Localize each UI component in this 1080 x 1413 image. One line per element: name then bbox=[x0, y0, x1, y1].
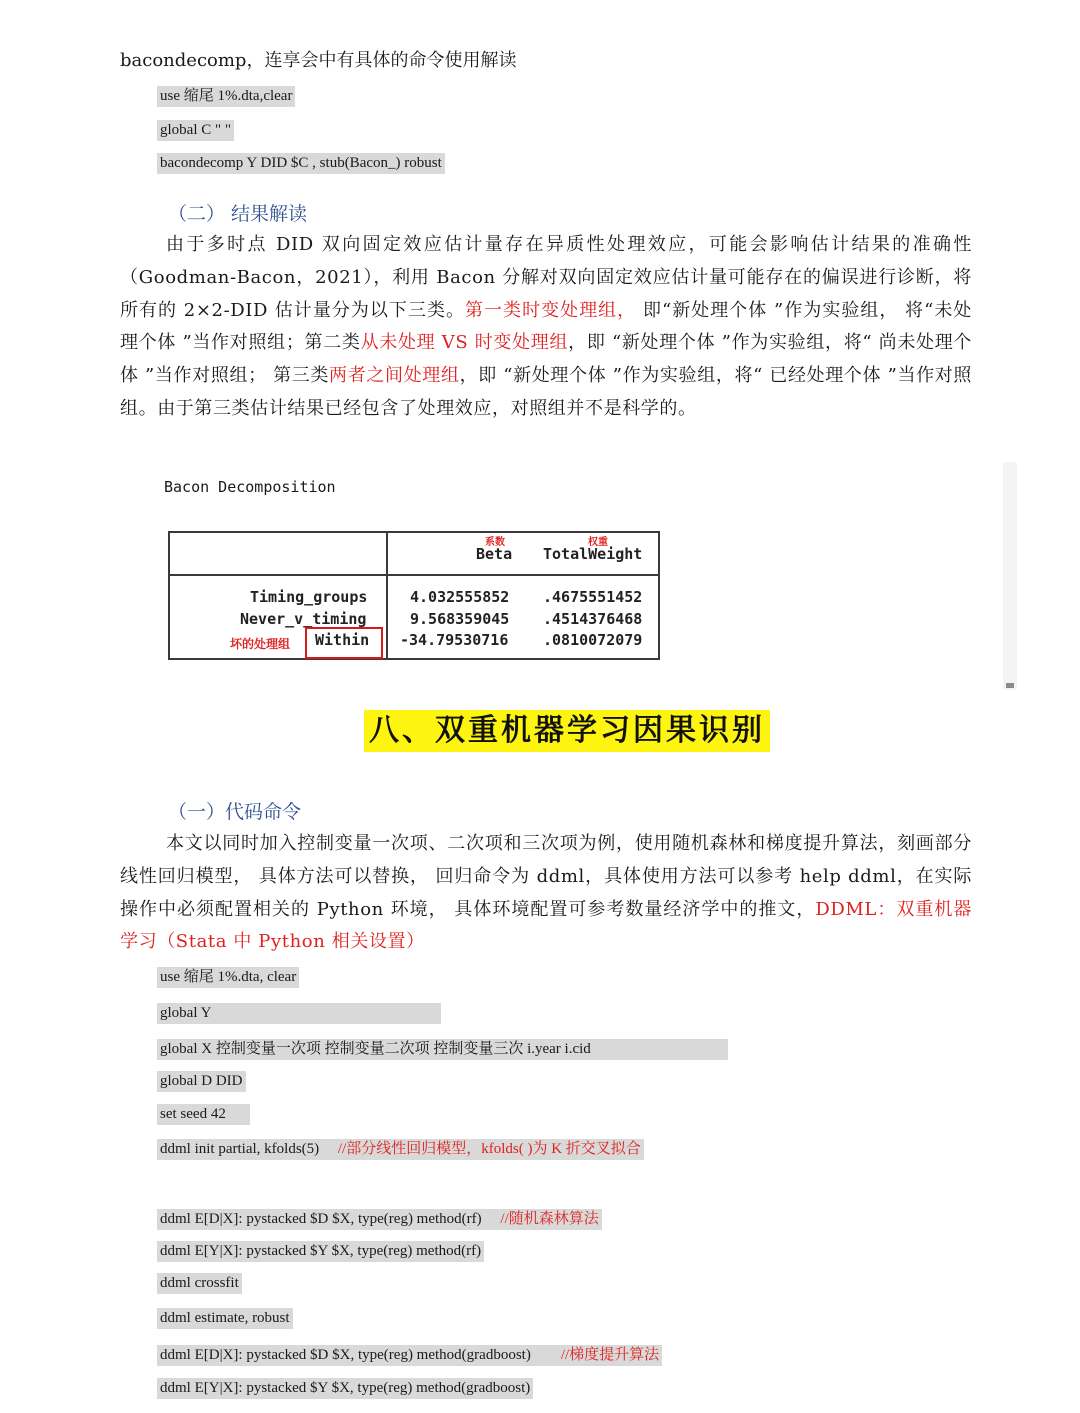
code-line bbox=[157, 1273, 242, 1294]
row-weight: .0810072079 bbox=[543, 631, 643, 649]
code-text: global X 控制变量一次项 控制变量二次项 控制变量三次 i.year i.cid bbox=[160, 1041, 591, 1057]
code-line bbox=[157, 967, 299, 988]
para-text: 即“新处理个体 ”作为实验组， 将“未处理个体 ”当作对照组；第二类 bbox=[120, 299, 973, 354]
row-label: Within bbox=[315, 631, 370, 649]
code-line bbox=[157, 1308, 293, 1329]
code-line bbox=[157, 1139, 644, 1160]
col-header-beta: Beta bbox=[476, 545, 513, 563]
code-comment: //梯度提升算法 bbox=[560, 1347, 660, 1363]
para-text: 本文以同时加入控制变量一次项、二次项和三次项为例，使用随机森林和梯度提升算法，刻画部分线性回归模型， 具体方法可以替换， 回归命令为 ddml，具体使用方法可以参考 help ddml，在实际操作中必须配置相关的 Python 环境， 具体环境配置可参考数量经济学中的推文， bbox=[120, 833, 972, 920]
code-line bbox=[157, 1378, 533, 1399]
beta-note: 系数 bbox=[485, 537, 505, 548]
code-line: use 缩尾 1%.dta,clear bbox=[157, 86, 295, 107]
row-weight: .4514376468 bbox=[543, 610, 643, 628]
table-divider bbox=[386, 533, 388, 658]
col-header-weight: TotalWeight bbox=[543, 545, 643, 563]
section-heading: （一）代码命令 bbox=[168, 801, 302, 823]
code-line bbox=[157, 1003, 441, 1024]
row-beta: -34.79530716 bbox=[400, 631, 509, 649]
scrollbar-thumb[interactable] bbox=[1006, 683, 1014, 688]
highlight-text: 从未处理 VS 时变处理组 bbox=[360, 332, 569, 354]
code-text: ddml E[Y|X]: pystacked $Y $X, type(reg) method(rf) bbox=[160, 1243, 482, 1259]
para-text: 由于多时点 DID 双向固定效应估计量存在异质性处理效应，可能会影响估计结果的准确性（Goodman-Bacon，2021），利用 Bacon 分解对双向固定效应估计量可能存在的偏误进行诊断，将所有的 2×2-DID 估计量分为以下三类。 bbox=[120, 234, 972, 321]
results-paragraph bbox=[120, 229, 972, 426]
code-line bbox=[157, 1071, 246, 1092]
bacon-title: Bacon Decomposition bbox=[164, 478, 336, 496]
row-label: Never_v_timing bbox=[240, 610, 367, 628]
bacon-table bbox=[168, 531, 660, 660]
code-text: ddml E[D|X]: pystacked $D $X, type(reg) method(rf) bbox=[160, 1211, 482, 1227]
code-text: ddml init partial, kfolds(5) bbox=[160, 1141, 320, 1157]
code-line bbox=[157, 1209, 602, 1230]
intro-line: bacondecomp，连享会中有具体的命令使用解读 bbox=[120, 50, 517, 71]
section-8-title: 八、双重机器学习因果识别 bbox=[364, 710, 770, 752]
bad-group-note: 坏的处理组 bbox=[230, 637, 291, 651]
code-text: global D DID bbox=[160, 1073, 243, 1089]
para-text: ，即 “新处理个体 ”作为实验组，将“ 已经处理个体 ”当作对照组。由于第三类估计结果已经包含了处理效应，对照组并不是科学的。 bbox=[120, 365, 972, 419]
code-line bbox=[157, 1039, 728, 1060]
code-line bbox=[157, 1241, 484, 1262]
table-divider bbox=[170, 574, 658, 576]
code-text: ddml E[D|X]: pystacked $D $X, type(reg) method(gradboost) bbox=[160, 1347, 531, 1363]
code-line: bacondecomp Y DID $C , stub(Bacon_) robust bbox=[157, 153, 445, 174]
para-text: ，即 “新处理个体 ”作为实验组，将“ 尚未处理个体 ”当作对照组； 第三类 bbox=[120, 332, 972, 387]
code-text: set seed 42 bbox=[160, 1106, 226, 1122]
code-text: ddml crossfit bbox=[160, 1275, 239, 1291]
highlight-text: 两者之间处理组 bbox=[329, 365, 460, 387]
code-text: global Y bbox=[160, 1005, 212, 1021]
code-line bbox=[157, 1104, 250, 1125]
code-comment: //部分线性回归模型，kfolds( )为 K 折交叉拟合 bbox=[337, 1141, 641, 1157]
scrollbar[interactable] bbox=[1003, 462, 1017, 690]
code-comment: //随机森林算法 bbox=[500, 1211, 599, 1227]
code-line bbox=[157, 1345, 662, 1366]
row-beta: 4.032555852 bbox=[410, 588, 510, 606]
code-line: global C " " bbox=[157, 120, 234, 141]
highlight-link-text: DDML：双重机器学习（Stata 中 Python 相关设置） bbox=[120, 898, 972, 953]
row-beta: 9.568359045 bbox=[410, 610, 510, 628]
code-text: use 缩尾 1%.dta, clear bbox=[160, 969, 297, 985]
highlight-text: 第一类时变处理组， bbox=[465, 299, 637, 321]
code-text: ddml estimate, robust bbox=[160, 1310, 290, 1326]
row-label: Timing_groups bbox=[250, 588, 368, 606]
ddml-paragraph bbox=[120, 828, 972, 959]
weight-note: 权重 bbox=[588, 537, 608, 548]
code-text: ddml E[Y|X]: pystacked $Y $X, type(reg) method(gradboost) bbox=[160, 1380, 531, 1396]
section-heading: （二） 结果解读 bbox=[168, 203, 308, 225]
row-weight: .4675551452 bbox=[543, 588, 643, 606]
